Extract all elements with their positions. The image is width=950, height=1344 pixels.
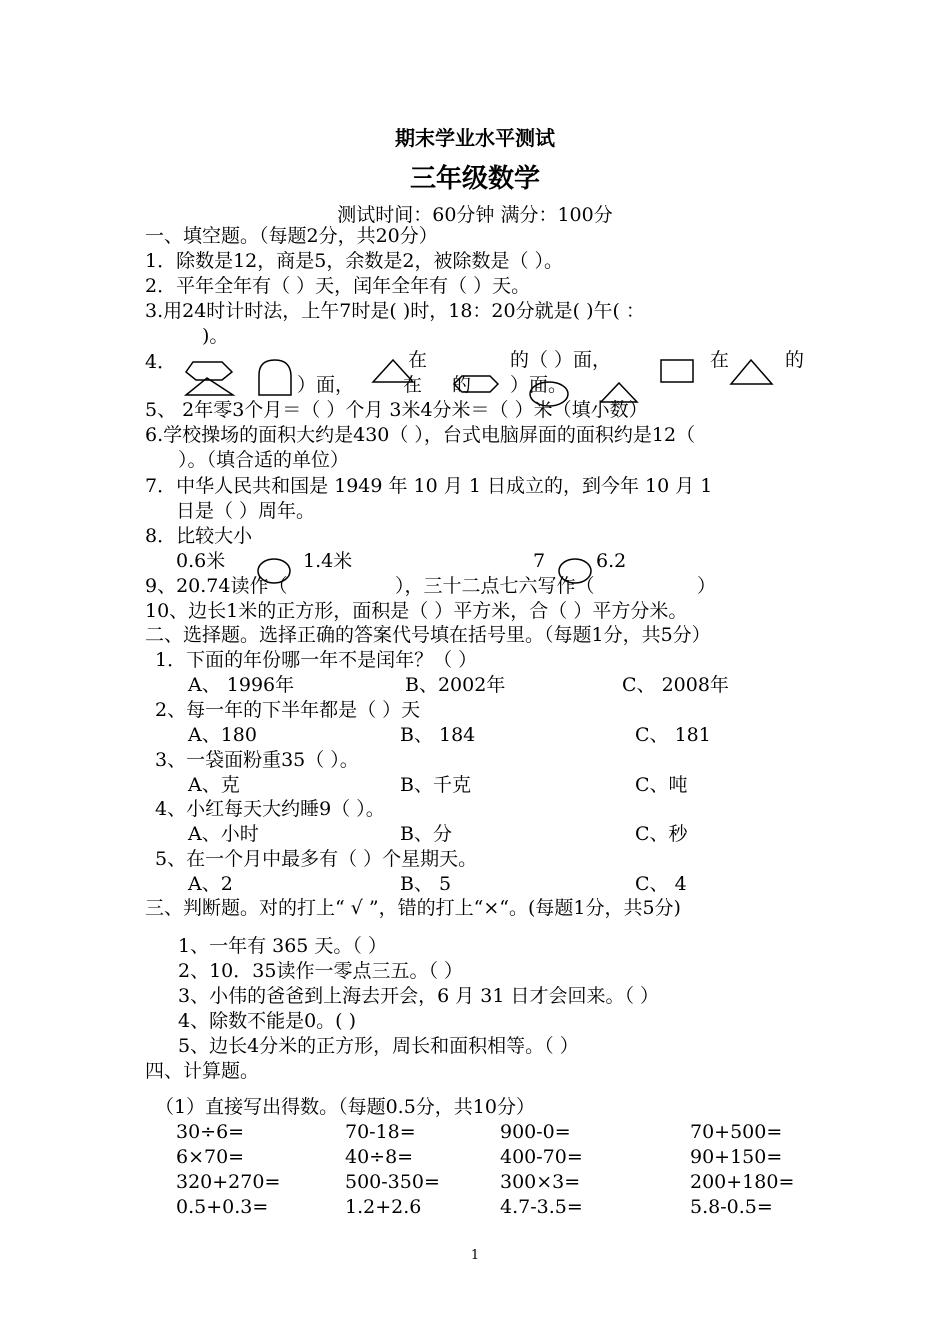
section4-heading: 四、计算题。: [145, 1060, 260, 1082]
calc-cell: 5.8-0.5=: [690, 1196, 773, 1218]
question-1-4-text: ）面，: [297, 374, 355, 396]
question-1-2: 2．平年全年有（ ）天，闰年全年有（ ）天。: [145, 275, 531, 297]
calc-cell: 6×70=: [176, 1146, 245, 1168]
choice-option-c: C、 2008年: [622, 674, 729, 696]
question-1-4-number: 4．: [145, 351, 177, 373]
calc-cell: 70-18=: [345, 1121, 416, 1143]
judge-item: 5、边长4分米的正方形，周长和面积相等。（ ）: [178, 1035, 579, 1057]
calc-cell: 40÷8=: [345, 1146, 414, 1168]
calc-cell: 320+270=: [176, 1171, 281, 1193]
section4-subheading: （1）直接写出得数。（每题0.5分，共10分）: [155, 1096, 535, 1118]
choice-option-a: A、2: [188, 873, 233, 895]
choice-question: 3、一袋面粉重35（ ）。: [155, 749, 359, 771]
page-number: 1: [470, 1248, 480, 1263]
choice-option-c: C、 181: [635, 724, 711, 746]
choice-question: 1．下面的年份哪一年不是闰年？（ ）: [155, 649, 478, 671]
question-1-9-end: ）: [697, 575, 717, 597]
calc-cell: 400-70=: [500, 1146, 583, 1168]
question-1-6-cont: ）。（填合适的单位）: [178, 449, 350, 471]
question-1-4-text: 的: [785, 349, 805, 371]
question-1-4-text: 的: [452, 374, 472, 396]
question-1-10: 10、边长1米的正方形，面积是（ ）平方米，合（ ）平方分米。: [145, 600, 688, 622]
choice-option-b: B、 184: [400, 724, 476, 746]
judge-item: 2、10．35读作一零点三五。（ ）: [178, 960, 463, 982]
calc-cell: 4.7-3.5=: [500, 1196, 583, 1218]
question-1-6: 6.学校操场的面积大约是430（ ），台式电脑屏面的面积约是12（: [145, 424, 696, 446]
compare-right-1: 1.4米: [303, 550, 353, 572]
choice-option-a: A、180: [188, 724, 257, 746]
triangle-shape: [186, 378, 233, 395]
question-1-4-text: 在: [403, 374, 423, 396]
question-1-5: 5、 2年零3个月＝（ ）个月 3米4分米＝（ ）米（填小数）: [145, 399, 648, 421]
question-1-3: 3.用24时计时法，上午7时是( )时，18：20分就是( )午( ：: [145, 300, 645, 322]
triangle-shape: [731, 360, 772, 384]
choice-question: 2、每一年的下半年都是（ ）天: [155, 699, 421, 721]
calc-cell: 30÷6=: [176, 1121, 245, 1143]
question-1-9-mid: ），三十二点七六写作（: [395, 575, 595, 597]
choice-question: 4、小红每天大约睡9（ ）。: [155, 798, 385, 820]
question-1-7-cont: 日是（ ）周年。: [176, 500, 316, 522]
choice-option-c: C、 4: [635, 873, 687, 895]
section2-heading: 二、选择题。选择正确的答案代号填在括号里。（每题1分，共5分）: [145, 624, 711, 646]
choice-question: 5、在一个月中最多有（ ）个星期天。: [155, 848, 478, 870]
choice-option-b: B、分: [400, 823, 452, 845]
judge-item: 1、一年有 365 天。（ ）: [178, 935, 387, 957]
choice-option-b: B、千克: [400, 774, 471, 796]
exam-title: 期末学业水平测试: [395, 126, 555, 150]
choice-option-a: A、 1996年: [188, 674, 295, 696]
arch-shape: [259, 360, 291, 395]
calc-cell: 900-0=: [500, 1121, 571, 1143]
choice-option-b: B、 5: [400, 873, 452, 895]
question-1-4-text: 在: [408, 349, 428, 371]
question-1-4-text: 在: [710, 349, 730, 371]
exam-subtitle: 三年级数学: [409, 164, 540, 194]
choice-option-c: C、秒: [635, 823, 688, 845]
compare-left-2: 7: [533, 550, 546, 572]
question-1-3-cont: )。: [202, 325, 229, 347]
judge-item: 3、小伟的爸爸到上海去开会，6 月 31 日才会回来。（ ）: [178, 985, 660, 1007]
calc-cell: 1.2+2.6: [345, 1196, 422, 1218]
choice-option-b: B、2002年: [405, 674, 506, 696]
rectangle-shape: [661, 360, 693, 382]
question-1-7: 7．中华人民共和国是 1949 年 10 月 1 日成立的，到今年 10 月 1: [145, 475, 713, 497]
compare-left-1: 0.6米: [176, 550, 226, 572]
question-1-9: 9、20.74读作（: [145, 575, 288, 597]
exam-meta: 测试时间：60分钟 满分：100分: [337, 204, 613, 226]
section1-heading: 一、填空题。（每题2分，共20分）: [145, 225, 438, 247]
question-1-1: 1．除数是12，商是5，余数是2，被除数是（ ）。: [145, 250, 563, 272]
calc-cell: 200+180=: [690, 1171, 795, 1193]
question-1-4-text: ）面。: [510, 374, 568, 396]
choice-option-a: A、克: [188, 774, 240, 796]
question-1-4-text: 的（ ）面，: [510, 349, 612, 371]
hexagon-shape: [186, 362, 232, 380]
calc-cell: 300×3=: [500, 1171, 581, 1193]
calc-cell: 70+500=: [690, 1121, 783, 1143]
question-1-8: 8．比较大小: [145, 525, 253, 547]
judge-item: 4、除数不能是0。( ): [178, 1010, 357, 1032]
choice-option-c: C、吨: [635, 774, 688, 796]
section3-heading: 三、判断题。对的打上“ √ ”，错的打上“×“。(每题1分，共5分): [145, 897, 681, 919]
calc-cell: 90+150=: [690, 1146, 783, 1168]
calc-cell: 500-350=: [345, 1171, 440, 1193]
choice-option-a: A、小时: [188, 823, 259, 845]
compare-right-2: 6.2: [596, 550, 627, 572]
calc-cell: 0.5+0.3=: [176, 1196, 269, 1218]
